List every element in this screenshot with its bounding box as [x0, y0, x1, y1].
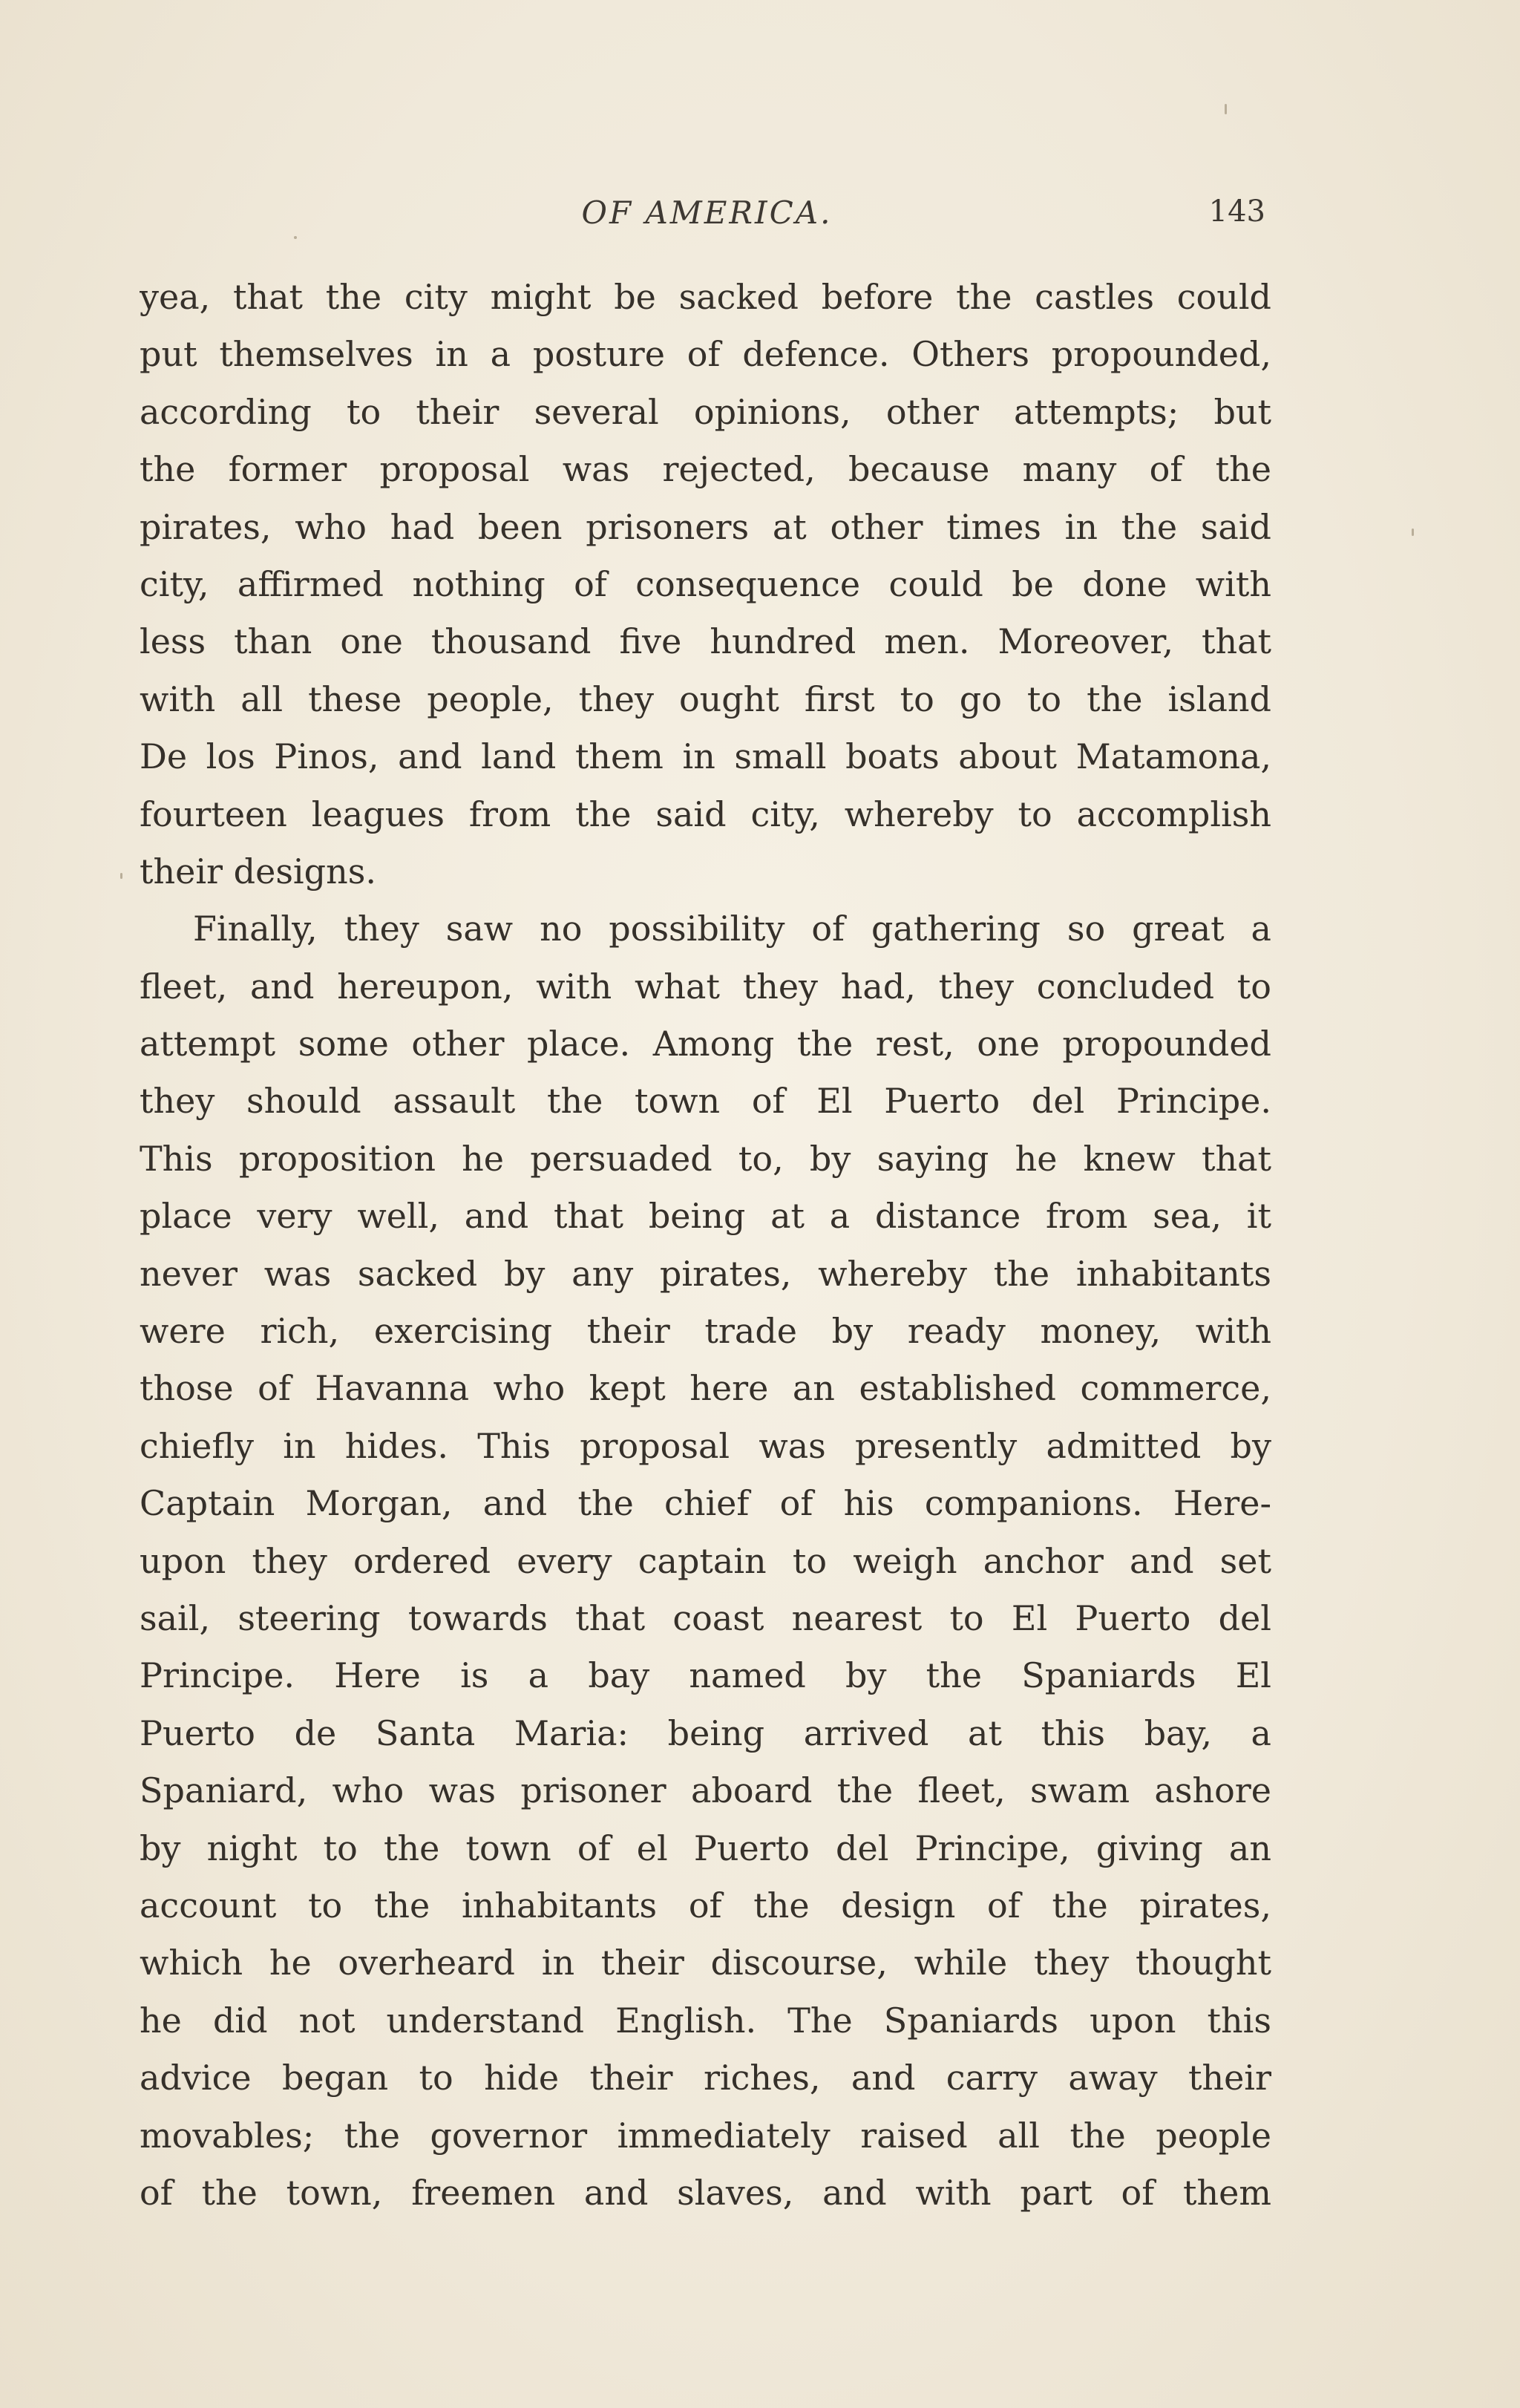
text-line: De los Pinos, and land them in small boats about Matamona,	[140, 736, 1271, 777]
text-line: Captain Morgan, and the chief of his companions. Here-	[140, 1483, 1271, 1524]
text-line: city, affirmed nothing of consequence could be done with	[140, 563, 1271, 604]
text-line: upon they ordered every captain to weigh anchor and set	[140, 1540, 1271, 1581]
running-head	[148, 194, 1265, 254]
text-line: Principe. Here is a bay named by the Spaniards El	[140, 1655, 1271, 1696]
text-line: pirates, who had been prisoners at other times in the said	[140, 506, 1271, 547]
text-line: sail, steering towards that coast nearest to El Puerto del	[140, 1597, 1271, 1638]
text-line: Spaniard, who was prisoner aboard the fleet, swam ashore	[140, 1770, 1271, 1811]
text-line: with all these people, they ought first to go to the island	[140, 678, 1271, 719]
text-line: Puerto de Santa Maria: being arrived at this bay, a	[140, 1712, 1271, 1753]
text-line: put themselves in a posture of defence. Others propounded,	[140, 334, 1271, 375]
text-line: chiefly in hides. This proposal was presently admitted by	[140, 1425, 1271, 1466]
text-line: those of Havanna who kept here an established commerce,	[140, 1368, 1271, 1409]
text-line: according to their several opinions, other attempts; but	[140, 391, 1271, 432]
paper-speck	[1225, 104, 1227, 114]
text-line: yea, that the city might be sacked before the castles could	[140, 277, 1271, 317]
paper-speck	[294, 236, 297, 239]
text-line: advice began to hide their riches, and carry away their	[140, 2058, 1271, 2098]
text-line: fleet, and hereupon, with what they had, they concluded to	[140, 966, 1271, 1007]
running-title: OF AMERICA.	[581, 194, 833, 231]
paper-speck	[120, 873, 122, 879]
body-text	[140, 269, 1271, 2222]
text-line: were rich, exercising their trade by ready money, with	[140, 1311, 1271, 1352]
text-line: of the town, freemen and slaves, and with part of them	[140, 2172, 1271, 2213]
text-line: never was sacked by any pirates, whereby the inhabitants	[140, 1253, 1271, 1294]
text-line: place very well, and that being at a distance from sea, it	[140, 1196, 1271, 1237]
text-line: movables; the governor immediately raised all the people	[140, 2115, 1271, 2156]
paragraph-start-line: Finally, they saw no possibility of gathering so great a	[193, 909, 1271, 949]
paper-speck	[1412, 529, 1414, 536]
text-line: the former proposal was rejected, because many of the	[140, 449, 1271, 490]
text-line: This proposition he persuaded to, by saying he knew that	[140, 1138, 1271, 1179]
text-line: account to the inhabitants of the design of the pirates,	[140, 1885, 1271, 1926]
page-number: 143	[1208, 194, 1265, 229]
text-line: attempt some other place. Among the rest, one propounded	[140, 1024, 1271, 1064]
text-line: he did not understand English. The Spaniards upon this	[140, 2000, 1271, 2041]
paragraph-end-line: their designs.	[140, 851, 376, 891]
text-line: they should assault the town of El Puerto del Principe.	[140, 1081, 1271, 1122]
text-line: fourteen leagues from the said city, whereby to accomplish	[140, 794, 1271, 834]
text-line: by night to the town of el Puerto del Principe, giving an	[140, 1828, 1271, 1868]
text-line: which he overheard in their discourse, while they thought	[140, 1943, 1271, 1983]
text-line: less than one thousand five hundred men. Moreover, that	[140, 621, 1271, 662]
